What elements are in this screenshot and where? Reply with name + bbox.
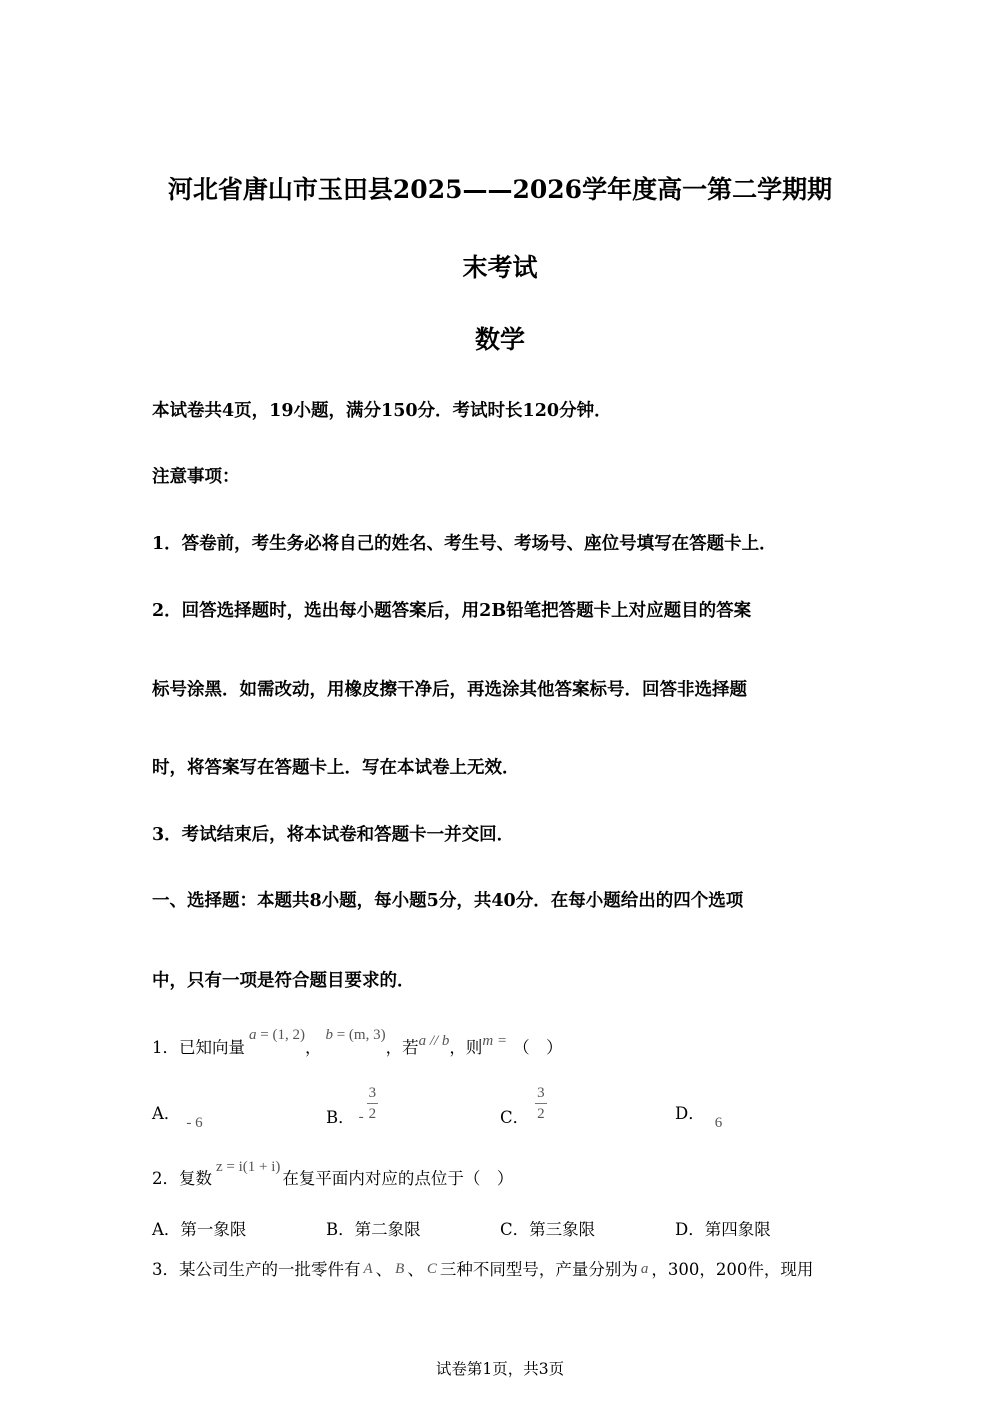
q1-option-a: A． - 6 xyxy=(152,1104,203,1131)
q1-option-c: C． $\frac{3}{2}$ xyxy=(500,1085,545,1127)
q3-prefix: 3．某公司生产的一批零件有 xyxy=(152,1260,361,1279)
q1-parallel: a // b xyxy=(418,1033,450,1049)
q1-option-b: B． - $\frac{3}{2}$ xyxy=(326,1085,377,1127)
question-3: 3．某公司生产的一批零件有 A 、 B 、 C 三种不同型号，产量分别为 a ，300，200件，现用 xyxy=(152,1260,814,1279)
exam-title-line1: 河北省唐山市玉田县2025——2026学年度高一第二学期期 xyxy=(167,175,833,204)
q2-option-c: C．第三象限 xyxy=(500,1220,596,1239)
q1-b-expr: = (m, 3) xyxy=(336,1027,386,1043)
q3-var-a: a xyxy=(640,1261,649,1277)
q2-expr: z = i(1 + i) xyxy=(216,1159,281,1175)
q3-type-a: A xyxy=(363,1261,373,1277)
section1-heading-line2: 中，只有一项是符合题目要求的． xyxy=(152,971,415,991)
q1-sep2: ，若 xyxy=(385,1038,419,1057)
notice-item-1: 1．答卷前，考生务必将自己的姓名、考生号、考场号、座位号填写在答题卡上． xyxy=(152,534,777,554)
q3-type-c: C xyxy=(426,1261,437,1277)
page-footer: 试卷第1页，共3页 xyxy=(435,1360,565,1378)
q1-option-d: D． 6 xyxy=(675,1104,723,1131)
q2-option-a: A．第一象限 xyxy=(152,1220,247,1239)
q1-m-expr: m = xyxy=(482,1033,508,1049)
q1-vector-b: b = (m, 3) xyxy=(325,1027,386,1043)
q3-suffix: ，300，200件，现用 xyxy=(651,1260,814,1279)
q3-mid: 三种不同型号，产量分别为 xyxy=(439,1260,638,1279)
q1-option-d-value: 6 xyxy=(714,1115,723,1131)
exam-intro: 本试卷共4页，19小题，满分150分．考试时长120分钟． xyxy=(152,401,612,421)
q1-option-a-value: - 6 xyxy=(186,1115,203,1131)
exam-title-line2: 末考试 xyxy=(462,253,538,282)
q1-sep3: ，则 xyxy=(449,1038,483,1057)
q1-vector-a: a = (1, 2) xyxy=(249,1027,305,1043)
notice-heading: 注意事项： xyxy=(152,467,240,487)
notice-item-2c: 时，将答案写在答题卡上．写在本试卷上无效． xyxy=(152,758,520,778)
q1-option-c-fraction: $\frac{3}{2}$ xyxy=(537,1085,545,1122)
q2-prefix: 2．复数 xyxy=(152,1169,212,1188)
q2-suffix: 在复平面内对应的点位于（ ） xyxy=(282,1169,514,1188)
question-1 xyxy=(152,1027,563,1058)
q1-a-expr: = (1, 2) xyxy=(260,1027,305,1043)
q1-option-b-fraction: $\frac{3}{2}$ xyxy=(368,1085,377,1122)
exam-subject: 数学 xyxy=(474,325,525,354)
notice-item-3: 3．考试结束后，将本试卷和答题卡一并交回． xyxy=(152,825,515,845)
q1-sep1: ， xyxy=(304,1038,322,1057)
q3-type-b: B xyxy=(395,1261,405,1277)
notice-item-2b: 标号涂黑．如需改动，用橡皮擦干净后，再选涂其他答案标号．回答非选择题 xyxy=(152,680,747,700)
q1-suffix: （ ） xyxy=(513,1038,563,1057)
q2-option-b: B．第二象限 xyxy=(326,1220,421,1239)
q1-prefix: 1．已知向量 xyxy=(152,1038,245,1057)
q1-option-b-sign: - xyxy=(358,1108,364,1125)
section1-heading-line1: 一、选择题：本题共8小题，每小题5分，共40分．在每小题给出的四个选项 xyxy=(152,891,744,911)
notice-item-2a: 2．回答选择题时，选出每小题答案后，用2B铅笔把答题卡上对应题目的答案 xyxy=(152,601,752,621)
q2-option-d: D．第四象限 xyxy=(675,1220,771,1239)
question-2 xyxy=(152,1159,514,1189)
